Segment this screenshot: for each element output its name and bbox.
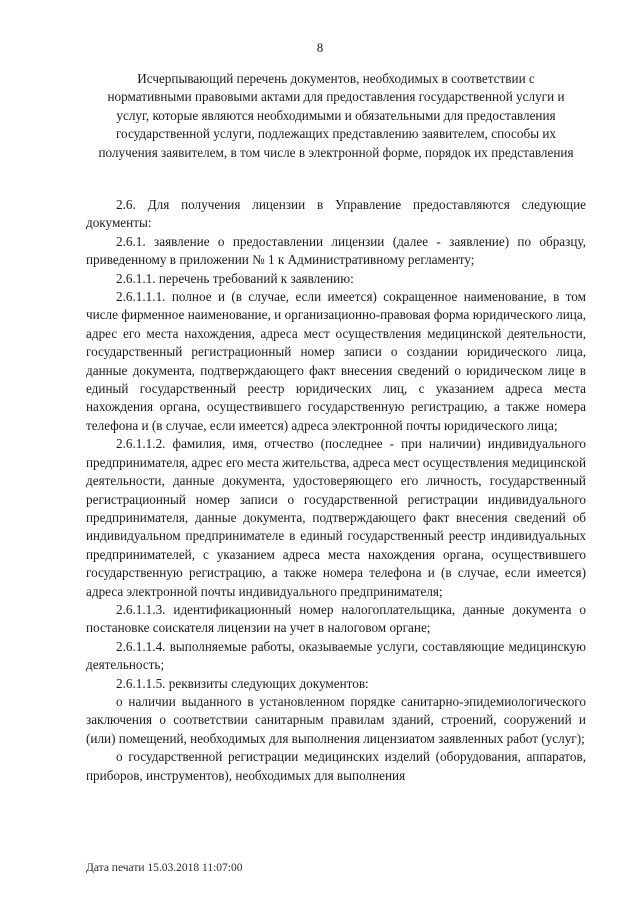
paragraph-2-6-1-1-4: 2.6.1.1.4. выполняемые работы, оказываемые услуги, составляющие медицинскую деятельность; bbox=[86, 638, 586, 673]
paragraph-2-6-1-1-2: 2.6.1.1.2. фамилия, имя, отчество (последнее - при наличии) индивидуального предпринимателя, адрес его места жительства, адреса мест осуществления медицинской деятельности, данные документа, удостоверяющего его личность, государственный регистрационный номер записи о государственной регистрации индивидуального предпринимателя, данные документа, подтверждающего факт внесения сведений об индивидуальном предпринимателе в единый государственный реестр индивидуальных предпринимателей, с указанием адреса места нахождения органа, осуществившего государственную регистрацию, а также номера телефона и (в случае, если имеется) адреса электронной почты индивидуального предпринимателя; bbox=[86, 436, 587, 599]
paragraph-2-6-1-1-5: 2.6.1.1.5. реквизиты следующих документов: bbox=[116, 675, 369, 691]
paragraph-2-6-1-1: 2.6.1.1. перечень требований к заявлению: bbox=[116, 270, 354, 286]
list-item-medical-devices: о государственной регистрации медицинских изделий (оборудования, аппаратов, приборов, инструментов), необходимых для выполнения bbox=[86, 749, 586, 783]
section-heading: Исчерпывающий перечень документов, необходимых в соответствии с нормативными правовыми актами для предоставления государственной услуги и услуг, которые являются необходимыми и обязательными для предоставления государственной услуги, подлежащих представлению заявителем, способы их получения заявителем, в том числе в электронной форме, порядок их представления bbox=[98, 71, 574, 160]
paragraph-2-6: 2.6. Для получения лицензии в Управление предоставляются следующие документы: bbox=[86, 197, 586, 231]
paragraph-2-6-1-1-3: 2.6.1.1.3. идентификационный номер налогоплательщика, данные документа о постановке соискателя лицензии на учет в налоговом органе; bbox=[86, 601, 586, 636]
paragraph-2-6-1-1-1: 2.6.1.1.1. полное и (в случае, если имеется) сокращенное наименование, в том числе фирменное наименование, и организационно-правовая форма юридического лица, адрес его места нахождения, адреса мест осуществления медицинской деятельности, государственный регистрационный номер записи о создании юридического лица, данные документа, подтверждающего факт внесения сведений о юридическом лице в единый государственный реестр юридических лиц, с указанием адреса места нахождения органа, осуществившего государственную регистрацию, а также номера телефона и (в случае, если имеется) адреса электронной почты юридического лица; bbox=[86, 289, 586, 433]
page-number: 8 bbox=[316, 40, 324, 55]
document-body bbox=[86, 196, 586, 785]
print-date-footer: Дата печати 15.03.2018 11:07:00 bbox=[86, 862, 243, 874]
list-item-sanitary-conclusion: о наличии выданного в установленном порядке санитарно-эпидемиологического заключения о соответствии санитарным правилам зданий, строений, сооружений и (или) помещений, необходимых для выполнения лицензиатом заявленных работ (услуг); bbox=[86, 693, 586, 746]
paragraph-2-6-1: 2.6.1. заявление о предоставлении лицензии (далее - заявление) по образцу, приведенному в приложении № 1 к Административному регламенту; bbox=[86, 233, 586, 268]
